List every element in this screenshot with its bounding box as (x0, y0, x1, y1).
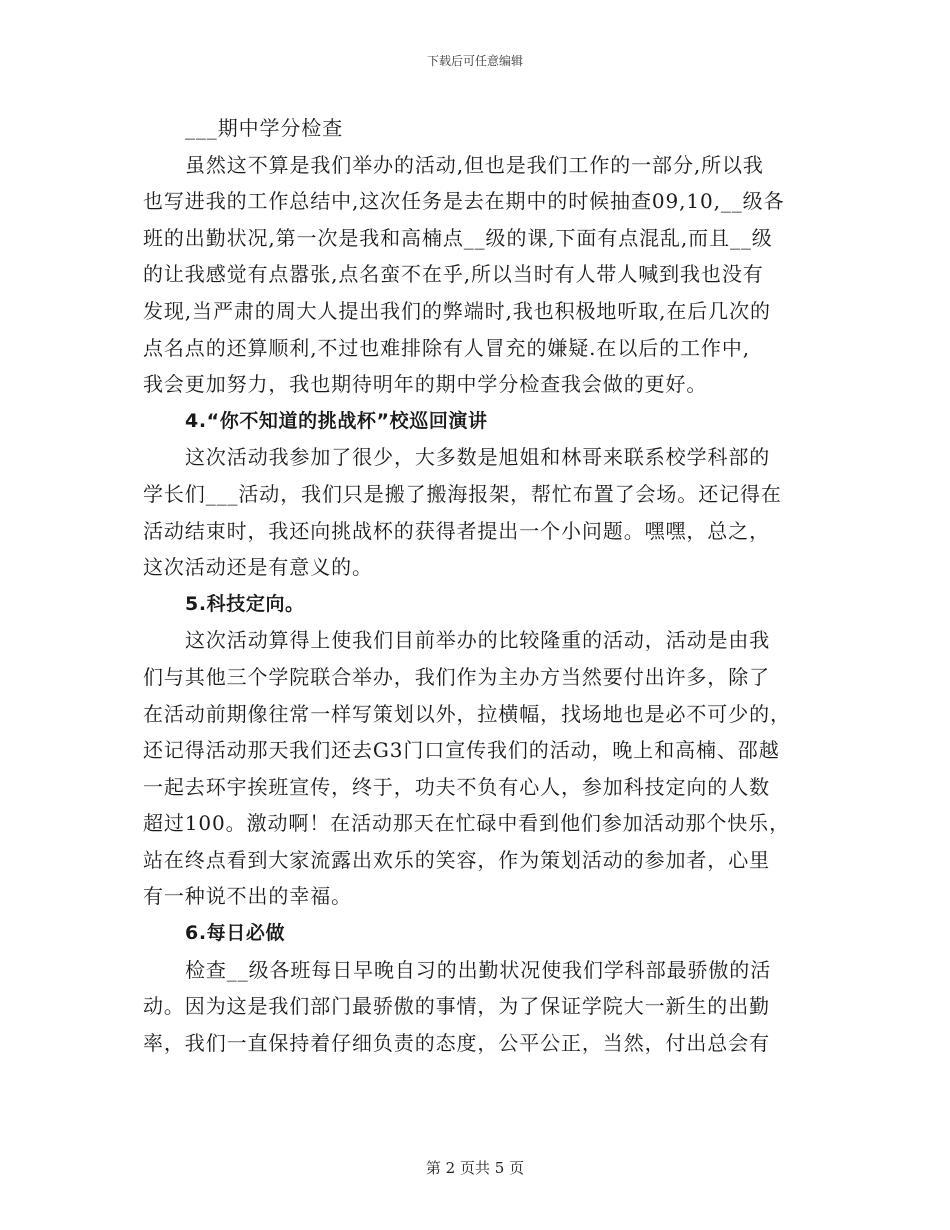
document-body (143, 110, 808, 1061)
paragraph-line: 一起去环宇挨班宣传，终于，功夫不负有心人，参加科技定向的人数 (143, 774, 770, 799)
paragraph-line: 这次活动算得上使我们目前举办的比较隆重的活动，活动是由我 (185, 628, 771, 653)
page-footer: 第 2 页共 5 页 (425, 1159, 525, 1177)
section-title-midterm: ___期中学分检查 (185, 116, 344, 140)
paragraph-line: 检查__级各班每日早晚自习的出勤状况使我们学科部最骄傲的活 (185, 957, 772, 982)
paragraph-line: 还记得活动那天我们还去G3门口宣传我们的活动，晚上和高楠、邵越 (143, 738, 780, 763)
page-header: 下载后可任意编辑 (426, 54, 523, 68)
section-heading-5: 5.科技定向。 (185, 592, 305, 615)
paragraph-line: 站在终点看到大家流露出欢乐的笑容，作为策划活动的参加者，心里 (143, 847, 770, 872)
paragraph-line: 们与其他三个学院联合举办，我们作为主办方当然要付出许多，除了 (143, 664, 770, 689)
paragraph-line: 动。因为这是我们部门最骄傲的事情，为了保证学院大一新生的出勤 (143, 994, 770, 1019)
section-heading-4: 4.“你不知道的挑战杯”校巡回演讲 (185, 409, 488, 432)
paragraph-line: 我会更加努力，我也期待明年的期中学分检查我会做的更好。 (143, 372, 708, 397)
section-heading-6: 6.每日必做 (185, 922, 286, 945)
paragraph-line: 班的出勤状况,第一次是我和高楠点__级的课,下面有点混乱,而且__级 (143, 225, 773, 250)
paragraph-line: 活动结束时，我还向挑战杯的获得者提出一个小问题。嘿嘿，总之， (143, 518, 770, 543)
paragraph-line: 的让我感觉有点嚣张,点名蛮不在乎,所以当时有人带人喊到我也没有 (143, 262, 764, 287)
paragraph-line: 超过100。激动啊！在活动那天在忙碌中看到他们参加活动那个快乐， (143, 811, 790, 836)
paragraph-line: 学长们___活动，我们只是搬了搬海报架，帮忙布置了会场。还记得在 (143, 481, 782, 506)
paragraph-line: 这次活动还是有意义的。 (143, 555, 373, 580)
paragraph-line: 发现,当严肃的周大人提出我们的弊端时,我也积极地听取,在后几次的 (143, 298, 771, 323)
paragraph-line: 点名点的还算顺利,不过也难排除有人冒充的嫌疑.在以后的工作中, (143, 335, 750, 360)
paragraph-line: 也写进我的工作总结中,这次任务是去在期中的时候抽查09,10,__级各 (143, 189, 785, 214)
paragraph-line: 率，我们一直保持着仔细负责的态度，公平公正，当然，付出总会有 (143, 1030, 770, 1055)
paragraph-line: 有一种说不出的幸福。 (143, 884, 352, 909)
paragraph-line: 虽然这不算是我们举办的活动,但也是我们工作的一部分,所以我 (185, 152, 764, 177)
paragraph-line: 这次活动我参加了很少，大多数是旭姐和林哥来联系校学科部的 (185, 445, 771, 470)
paragraph-line: 在活动前期像往常一样写策划以外，拉横幅，找场地也是必不可少的， (143, 701, 791, 726)
